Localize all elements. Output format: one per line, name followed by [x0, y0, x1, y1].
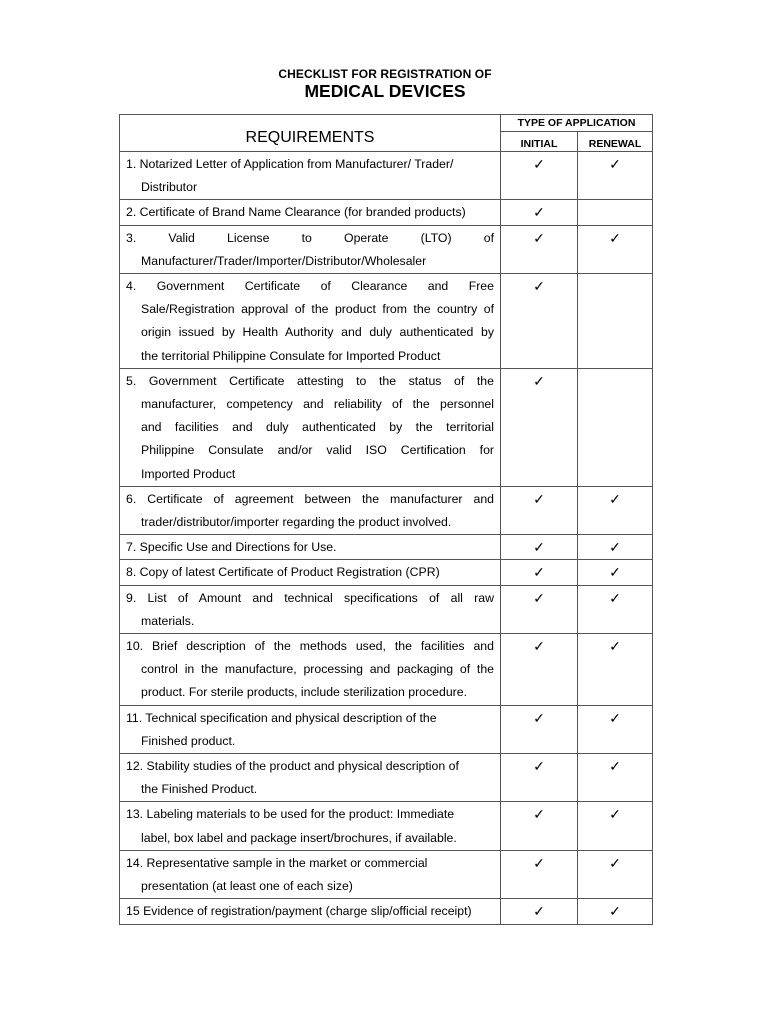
requirement-text [120, 368, 501, 486]
requirement-line: Sale/Registration approval of the product from the country of [141, 302, 494, 317]
requirement-line: the territorial Philippine Consulate for Imported Product [141, 348, 441, 363]
renewal-cell [578, 200, 653, 225]
requirement-line: origin issued by Health Authority and duly authenticated by [141, 325, 494, 340]
checkmark-icon: ✓ [533, 229, 545, 246]
requirement-line: 2. Certificate of Brand Name Clearance (for branded products) [126, 205, 466, 220]
renewal-cell [578, 535, 653, 560]
checkmark-icon: ✓ [609, 854, 621, 871]
initial-cell [501, 200, 578, 225]
requirement-text [120, 486, 501, 534]
requirement-line: 8. Copy of latest Certificate of Product Registration (CPR) [126, 565, 440, 580]
renewal-cell [578, 585, 653, 633]
checkmark-icon: ✓ [533, 156, 545, 172]
initial-cell [501, 274, 578, 369]
requirement-text [120, 585, 501, 633]
renewal-cell [578, 368, 653, 486]
initial-cell [501, 850, 578, 898]
document-title-line2: MEDICAL DEVICES [304, 81, 466, 101]
requirement-row [120, 850, 653, 898]
checkmark-icon: ✓ [609, 564, 621, 581]
requirement-line: 3. Valid License to Operate (LTO) of [126, 230, 494, 245]
checkmark-icon: ✓ [533, 204, 545, 221]
initial-cell [501, 585, 578, 633]
checkmark-icon: ✓ [533, 490, 545, 507]
requirement-row [120, 368, 653, 486]
renewal-cell [578, 560, 653, 585]
checkmark-icon: ✓ [533, 564, 545, 581]
requirement-row [120, 200, 653, 225]
renewal-cell [578, 802, 653, 850]
requirement-line: label, box label and package insert/brochures, if available. [141, 830, 457, 845]
requirement-line: Distributor [141, 180, 198, 195]
requirement-line: 7. Specific Use and Directions for Use. [126, 540, 337, 555]
renewal-cell [578, 486, 653, 534]
initial-cell [501, 560, 578, 585]
checkmark-icon: ✓ [533, 806, 545, 823]
requirement-line: 4. Government Certificate of Clearance and Free [126, 279, 494, 294]
initial-cell [501, 368, 578, 486]
requirement-line: presentation (at least one of each size) [141, 879, 353, 894]
checkmark-icon: ✓ [533, 539, 545, 556]
requirement-row [120, 899, 653, 924]
requirement-line: 10. Brief description of the methods used, the facilities and [126, 639, 494, 654]
requirement-text [120, 634, 501, 706]
requirement-row [120, 535, 653, 560]
requirement-line: manufacturer, competency and reliability of the personnel [141, 397, 494, 412]
renewal-cell [578, 754, 653, 802]
requirement-line: materials. [141, 613, 195, 628]
checkmark-icon: ✓ [609, 903, 621, 920]
requirement-text [120, 225, 501, 273]
checkmark-icon: ✓ [533, 589, 545, 606]
requirement-text [120, 535, 501, 560]
requirement-line: 15 Evidence of registration/payment (charge slip/official receipt) [126, 904, 472, 919]
requirement-line: and facilities and duly authenticated by the territorial [141, 420, 494, 435]
requirement-row [120, 274, 653, 369]
requirement-text [120, 705, 501, 753]
requirement-line: Finished product. [141, 733, 236, 748]
requirements-header: REQUIREMENTS [120, 115, 501, 152]
checkmark-icon: ✓ [609, 709, 621, 726]
requirement-text [120, 274, 501, 369]
initial-header: INITIAL [501, 132, 578, 152]
initial-cell [501, 754, 578, 802]
checkmark-icon: ✓ [533, 854, 545, 871]
requirement-row [120, 802, 653, 850]
requirement-row [120, 560, 653, 585]
checkmark-icon: ✓ [533, 758, 545, 775]
renewal-cell [578, 850, 653, 898]
checkmark-icon: ✓ [533, 903, 545, 920]
requirement-line: trader/distributor/importer regarding the product involved. [141, 515, 452, 530]
checkmark-icon: ✓ [609, 589, 621, 606]
renewal-cell [578, 899, 653, 924]
requirement-line: 14. Representative sample in the market or commercial [126, 855, 428, 870]
checkmark-icon: ✓ [533, 709, 545, 726]
checkmark-icon: ✓ [609, 806, 621, 823]
requirement-line: Imported Product [141, 466, 236, 481]
requirement-row [120, 754, 653, 802]
checkmark-icon: ✓ [609, 539, 621, 556]
checkmark-icon: ✓ [609, 156, 621, 172]
initial-cell [501, 486, 578, 534]
checkmark-icon: ✓ [609, 490, 621, 507]
requirements-table [119, 114, 653, 925]
checkmark-icon: ✓ [609, 638, 621, 655]
requirement-text [120, 899, 501, 924]
requirement-line: 6. Certificate of agreement between the manufacturer and [126, 491, 494, 506]
requirement-text [120, 152, 501, 200]
checkmark-icon: ✓ [609, 229, 621, 246]
requirement-row [120, 152, 653, 200]
checkmark-icon: ✓ [533, 372, 545, 389]
requirement-text [120, 200, 501, 225]
requirement-line: product. For sterile products, include sterilization procedure. [141, 685, 468, 700]
requirement-row [120, 225, 653, 273]
requirement-line: 11. Technical specification and physical description of the [126, 710, 437, 725]
checkmark-icon: ✓ [533, 638, 545, 655]
requirement-row [120, 634, 653, 706]
requirement-row [120, 585, 653, 633]
requirement-text [120, 560, 501, 585]
renewal-cell [578, 634, 653, 706]
renewal-cell [578, 225, 653, 273]
initial-cell [501, 705, 578, 753]
requirement-text [120, 802, 501, 850]
header-row-type [120, 115, 653, 132]
requirement-line: 13. Labeling materials to be used for the product: Immediate [126, 807, 455, 822]
requirement-line: Philippine Consulate and/or valid ISO Certification for [141, 443, 494, 458]
renewal-header: RENEWAL [578, 132, 653, 152]
requirement-line: 12. Stability studies of the product and physical description of [126, 759, 459, 774]
requirement-line: Manufacturer/Trader/Importer/Distributor/Wholesaler [141, 253, 427, 268]
document-title-line1: CHECKLIST FOR REGISTRATION OF [278, 67, 492, 81]
type-of-application-header: TYPE OF APPLICATION [501, 115, 653, 132]
requirement-text [120, 754, 501, 802]
initial-cell [501, 634, 578, 706]
requirement-line: the Finished Product. [141, 782, 258, 797]
initial-cell [501, 535, 578, 560]
requirement-text [120, 850, 501, 898]
initial-cell [501, 225, 578, 273]
initial-cell [501, 802, 578, 850]
requirement-line: control in the manufacture, processing and packaging of the [141, 662, 494, 677]
requirement-row [120, 486, 653, 534]
checkmark-icon: ✓ [533, 278, 545, 295]
requirement-line: 9. List of Amount and technical specifications of all raw [126, 590, 494, 605]
initial-cell [501, 152, 578, 200]
requirement-line: 5. Government Certificate attesting to the status of the [126, 373, 494, 388]
initial-cell [501, 899, 578, 924]
renewal-cell [578, 274, 653, 369]
renewal-cell [578, 705, 653, 753]
renewal-cell [578, 152, 653, 200]
requirement-line: 1. Notarized Letter of Application from Manufacturer/ Trader/ [126, 157, 454, 171]
checkmark-icon: ✓ [609, 758, 621, 775]
requirement-row [120, 705, 653, 753]
